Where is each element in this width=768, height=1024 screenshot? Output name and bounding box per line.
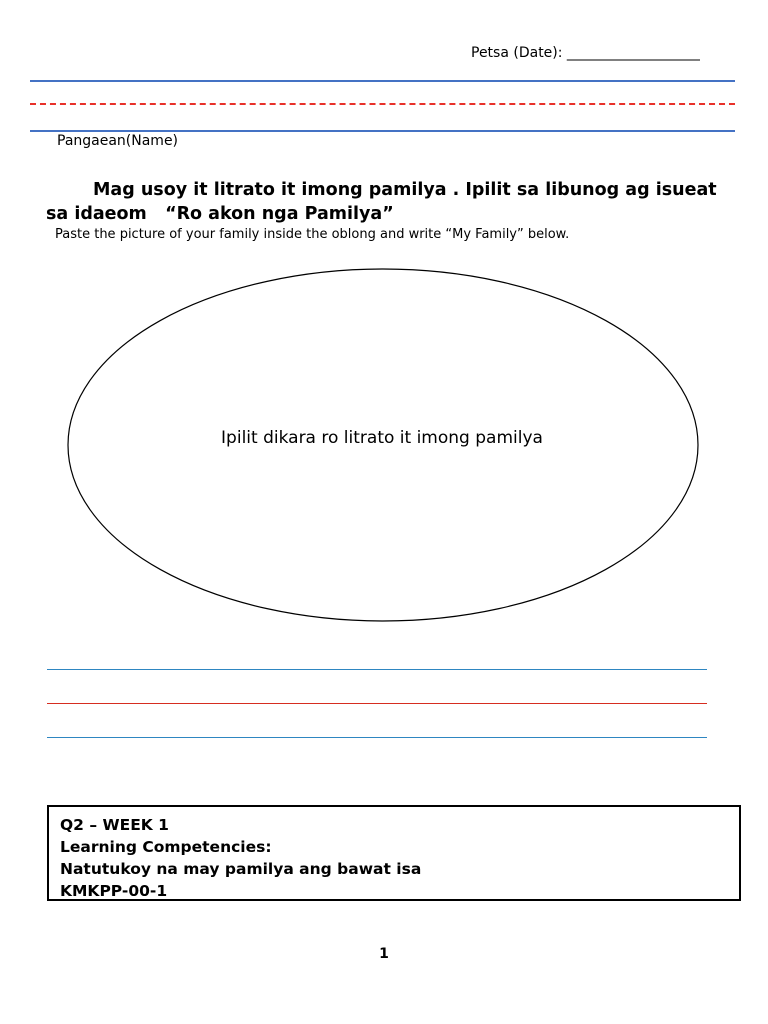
oval-placeholder-text: Ipilit dikara ro litrato it imong pamilya xyxy=(221,428,543,448)
top-guide-line xyxy=(30,80,735,82)
date-field-label: Petsa (Date): ___________________ xyxy=(471,45,700,61)
page-number: 1 xyxy=(379,946,389,962)
competency-title: Learning Competencies: xyxy=(60,838,272,856)
competency-code: KMKPP-00-1 xyxy=(60,882,168,900)
photo-oval-frame xyxy=(66,267,702,629)
bottom-guide-line xyxy=(30,130,735,132)
writing-line-bottom xyxy=(47,737,707,738)
learning-competency-box xyxy=(47,805,741,901)
writing-line-top xyxy=(47,669,707,670)
instruction-quote: “Ro akon nga Pamilya” xyxy=(165,204,394,224)
middle-dashed-guide-line xyxy=(30,103,735,105)
instruction-main: Mag usoy it litrato it imong pamilya . Ipilit sa libunog ag isueat sa idaeom xyxy=(46,180,717,224)
competency-week: Q2 – WEEK 1 xyxy=(60,816,169,834)
instruction-text xyxy=(46,178,736,226)
competency-description: Natutukoy na may pamilya ang bawat isa xyxy=(60,860,422,878)
name-label: Pangaean(Name) xyxy=(57,133,179,149)
writing-line-middle xyxy=(47,703,707,704)
instruction-english: Paste the picture of your family inside the oblong and write “My Family” below. xyxy=(55,227,570,242)
